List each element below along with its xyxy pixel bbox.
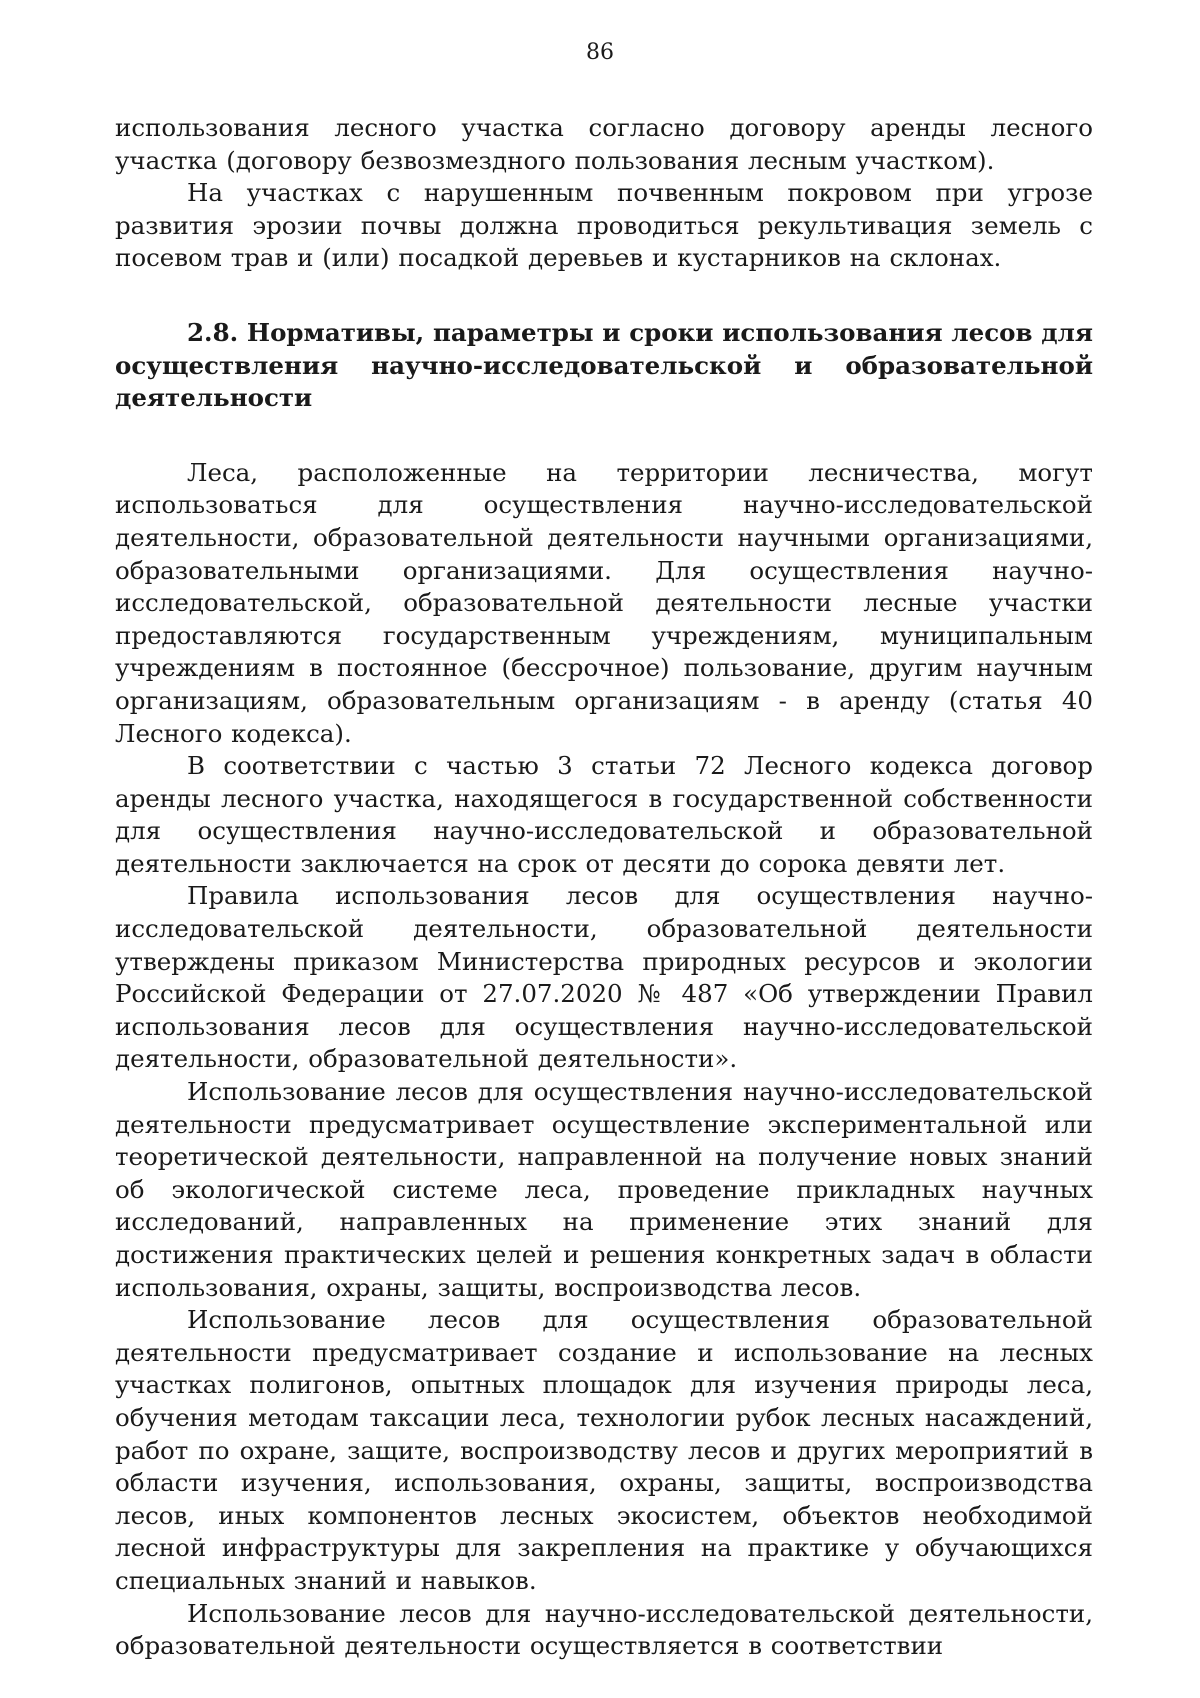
section-heading: 2.8. Нормативы, параметры и сроки использования лесов для осуществления научно-исследовательской и образовательной деятельности: [115, 317, 1093, 413]
paragraph: Леса, расположенные на территории лесничества, могут использоваться для осуществления научно-исследовательской деятельности, образовательной деятельности научными организациями, образовательными организациями. Для осуществления научно-исследовательской, образовательной деятельности лесные участки предоставляются государственным учреждениям, муниципальным учреждениям в постоянное (бессрочное) пользование, другим научным организациям, образовательным организациям - в аренду (статья 40 Лесного кодекса).: [115, 457, 1093, 748]
page-number: 86: [586, 40, 614, 65]
paragraph: использования лесного участка согласно договору аренды лесного участка (договору безвозмездного пользования лесным участком).: [115, 113, 1093, 175]
paragraph: В соответствии с частью 3 статьи 72 Лесного кодекса договор аренды лесного участка, находящегося в государственной собственности для осуществления научно-исследовательской и образовательной деятельности заключается на срок от десяти до сорока девяти лет.: [115, 751, 1093, 878]
spacer: [115, 415, 1093, 457]
paragraph: Правила использования лесов для осуществления научно-исследовательской деятельности, образовательной деятельности утверждены приказом Министерства природных ресурсов и экологии Российской Федерации от 27.07.2020 № 487 «Об утверждении Правил использования лесов для осуществления научно-исследовательской деятельности, образовательной деятельности».: [115, 881, 1093, 1074]
paragraph: Использование лесов для научно-исследовательской деятельности, образовательной деятельности осуществляется в соответствии: [115, 1598, 1093, 1661]
paragraph: На участках с нарушенным почвенным покровом при угрозе развития эрозии почвы должна проводиться рекультивация земель с посевом трав и (или) посадкой деревьев и кустарников на склонах.: [115, 178, 1093, 273]
spacer: [115, 275, 1093, 317]
document-body: [115, 112, 1093, 1663]
paragraph: Использование лесов для осуществления образовательной деятельности предусматривает создание и использование на лесных участках полигонов, опытных площадок для изучения природы леса, обучения методам таксации леса, технологии рубок лесных насаждений, работ по охране, защите, воспроизводству лесов и других мероприятий в области изучения, использования, охраны, защиты, воспроизводства лесов, иных компонентов лесных экосистем, объектов необходимой лесной инфраструктуры для закрепления на практике у обучающихся специальных знаний и навыков.: [115, 1305, 1093, 1595]
paragraph: Использование лесов для осуществления научно-исследовательской деятельности предусматривает осуществление экспериментальной или теоретической деятельности, направленной на получение новых знаний об экологической системе леса, проведение прикладных научных исследований, направленных на применение этих знаний для достижения практических целей и решения конкретных задач в области использования, охраны, защиты, воспроизводства лесов.: [115, 1077, 1093, 1302]
